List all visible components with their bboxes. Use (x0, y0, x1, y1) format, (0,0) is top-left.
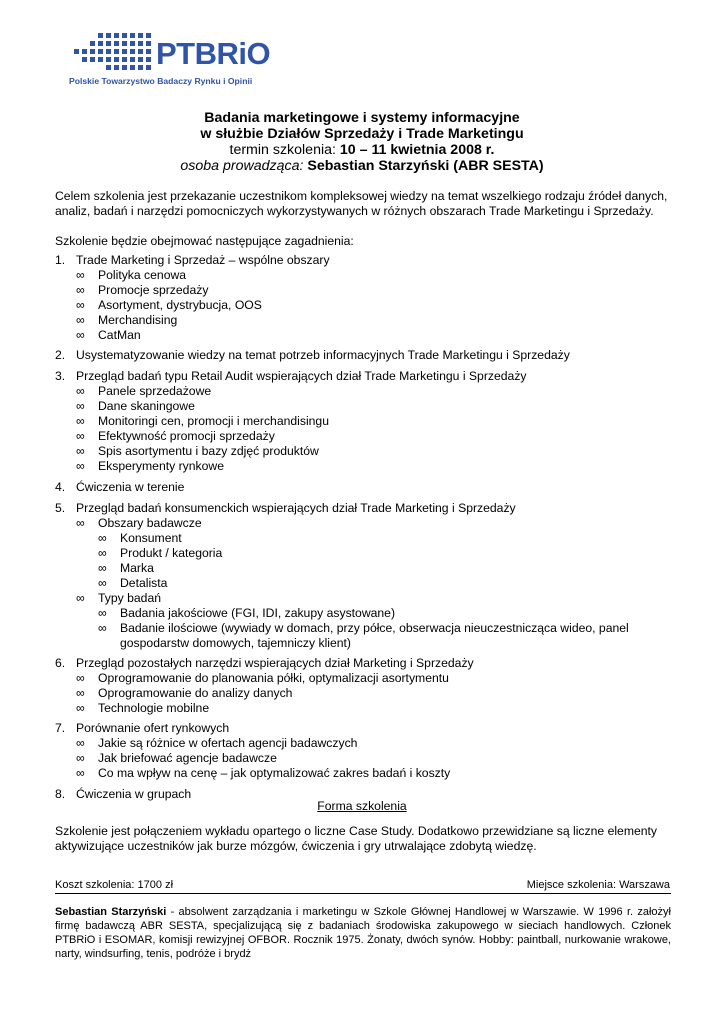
topic-item (55, 501, 675, 516)
topic-item (55, 656, 675, 671)
topics-heading: Szkolenie będzie obejmować następujące zagadnienia: (55, 234, 354, 248)
sub-sub-item-label: Badania jakościowe (FGI, IDI, zakupy asystowane) (120, 606, 396, 620)
topic-title: Trade Marketing i Sprzedaż – wspólne obszary (76, 253, 330, 267)
infinity-bullet-icon: ∞ (76, 298, 85, 312)
infinity-bullet-icon: ∞ (76, 736, 85, 750)
topic-title: Usystematyzowanie wiedzy na temat potrzeb informacyjnych Trade Marketingu i Sprzedaży (76, 348, 570, 362)
infinity-bullet-icon: ∞ (76, 459, 85, 473)
sub-item (76, 313, 177, 328)
divider (55, 893, 671, 894)
forma-heading: Forma szkolenia (317, 799, 407, 813)
infinity-bullet-icon: ∞ (76, 591, 85, 605)
sub-item-label: Panele sprzedażowe (98, 384, 212, 398)
infinity-bullet-icon: ∞ (76, 671, 85, 685)
title-line-2: w służbie Działów Sprzedaży i Trade Marketingu (200, 126, 524, 142)
topic-item (55, 348, 675, 363)
sub-item-label: Merchandising (98, 313, 178, 327)
sub-item-label: Technologie mobilne (98, 701, 210, 715)
sub-item (76, 766, 450, 781)
sub-item (76, 751, 277, 766)
sub-item-label: Asortyment, dystrybucja, OOS (98, 298, 262, 312)
infinity-bullet-icon: ∞ (76, 313, 85, 327)
topic-number: 5. (55, 501, 66, 515)
infinity-bullet-icon: ∞ (76, 328, 85, 342)
ptbrio-logo (68, 32, 271, 88)
term-value: 10 – 11 kwietnia 2008 r. (339, 142, 495, 158)
topic-number: 6. (55, 656, 66, 670)
sub-group-label: Obszary badawcze (98, 516, 202, 530)
sub-item-label: CatMan (98, 328, 141, 342)
sub-item (76, 328, 141, 343)
sub-item-label: Jak briefować agencje badawcze (98, 751, 277, 765)
topic-title: Ćwiczenia w grupach (76, 787, 192, 801)
topic-item (55, 253, 675, 268)
sub-sub-item (98, 621, 629, 636)
sub-item (76, 671, 449, 686)
infinity-bullet-icon: ∞ (98, 606, 107, 620)
infinity-bullet-icon: ∞ (76, 283, 85, 297)
topic-number: 8. (55, 787, 66, 801)
sub-item (76, 429, 275, 444)
term-line (0, 142, 724, 158)
sub-item (76, 701, 209, 716)
forma-paragraph: Szkolenie jest połączeniem wykładu opartego o liczne Case Study. Dodatkowo przewidziane są liczne elementy aktywizujące uczestników jak burze mózgów, ćwiczenia i gry utrwalające zdobytą wiedzę. (55, 824, 658, 853)
infinity-bullet-icon: ∞ (98, 621, 107, 635)
place-label: Miejsce szkolenia: Warszawa (526, 879, 670, 891)
infinity-bullet-icon: ∞ (76, 268, 85, 282)
sub-sub-item (98, 531, 182, 546)
infinity-bullet-icon: ∞ (98, 531, 107, 545)
sub-sub-item (98, 546, 222, 561)
sub-item-label: Co ma wpływ na cenę – jak optymalizować zakres badań i koszty (98, 766, 451, 780)
trainer-label: osoba prowadząca: (180, 158, 308, 174)
sub-sub-item-label: Marka (120, 561, 154, 575)
sub-item (76, 686, 292, 701)
infinity-bullet-icon: ∞ (76, 686, 85, 700)
topic-item (55, 480, 675, 495)
sub-item-label: Monitoringi cen, promocji i merchandisingu (98, 414, 329, 428)
topic-title: Porównanie ofert rynkowych (76, 721, 230, 735)
sub-item-label: Polityka cenowa (98, 268, 187, 282)
topic-number: 2. (55, 348, 66, 362)
sub-item (76, 414, 329, 429)
sub-sub-item-label: gospodarstw domowych, tajemniczy klient) (120, 636, 351, 650)
topic-number: 3. (55, 369, 66, 383)
infinity-bullet-icon: ∞ (76, 429, 85, 443)
infinity-bullet-icon: ∞ (76, 751, 85, 765)
topic-item (55, 721, 675, 736)
sub-group (76, 516, 202, 531)
sub-sub-item-label: Produkt / kategoria (120, 546, 223, 560)
sub-item (76, 298, 262, 313)
sub-item (76, 736, 357, 751)
sub-item-label: Oprogramowanie do analizy danych (98, 686, 293, 700)
infinity-bullet-icon: ∞ (76, 414, 85, 428)
infinity-bullet-icon: ∞ (76, 516, 85, 530)
sub-item-label: Efektywność promocji sprzedaży (98, 429, 275, 443)
bio-name: Sebastian Starzyński (55, 906, 167, 918)
sub-sub-item (98, 561, 154, 576)
infinity-bullet-icon: ∞ (76, 444, 85, 458)
sub-item-label: Dane skaningowe (98, 399, 195, 413)
term-label: termin szkolenia: (229, 142, 340, 158)
dot-grid-icon (68, 32, 154, 72)
infinity-bullet-icon: ∞ (76, 399, 85, 413)
sub-item (76, 444, 319, 459)
sub-item (76, 384, 211, 399)
topic-title: Przegląd badań konsumenckich wspierających dział Trade Marketing i Sprzedaży (76, 501, 516, 515)
infinity-bullet-icon: ∞ (76, 766, 85, 780)
logo-subtitle: Polskie Towarzystwo Badaczy Rynku i Opinii (69, 76, 253, 86)
topic-number: 1. (55, 253, 66, 267)
sub-item-label: Spis asortymentu i bazy zdjęć produktów (98, 444, 319, 458)
sub-sub-item-continuation (98, 636, 351, 651)
topic-number: 7. (55, 721, 66, 735)
sub-item-label: Eksperymenty rynkowe (98, 459, 224, 473)
logo-wordmark: PTBRiO (156, 36, 271, 71)
sub-group-label: Typy badań (98, 591, 162, 605)
topic-number: 4. (55, 480, 66, 494)
sub-sub-item-label: Konsument (120, 531, 182, 545)
sub-item (76, 268, 186, 283)
sub-item-label: Promocje sprzedaży (98, 283, 209, 297)
infinity-bullet-icon: ∞ (98, 546, 107, 560)
document-title (0, 110, 724, 174)
trainer-value: Sebastian Starzyński (ABR SESTA) (307, 158, 544, 174)
cost-label: Koszt szkolenia: 1700 zł (55, 879, 174, 891)
trainer-line (0, 158, 724, 174)
title-line-1: Badania marketingowe i systemy informacyjne (204, 110, 520, 126)
sub-item (76, 283, 208, 298)
sub-item-label: Oprogramowanie do planowania półki, optymalizacji asortymentu (98, 671, 449, 685)
sub-sub-item (98, 576, 167, 591)
topic-title: Przegląd badań typu Retail Audit wspierających dział Trade Marketingu i Sprzedaży (76, 369, 527, 383)
trainer-bio (55, 905, 671, 961)
infinity-bullet-icon: ∞ (76, 384, 85, 398)
sub-item-label: Jakie są różnice w ofertach agencji badawczych (98, 736, 358, 750)
sub-sub-item-label: Detalista (120, 576, 168, 590)
sub-sub-item (98, 606, 395, 621)
sub-sub-item-label: Badanie ilościowe (wywiady w domach, przy półce, obserwacja nieuczestnicząca wideo, panel (120, 621, 629, 635)
sub-item (76, 399, 195, 414)
topic-title: Przegląd pozostałych narzędzi wspierających dział Marketing i Sprzedaży (76, 656, 474, 670)
intro-paragraph: Celem szkolenia jest przekazanie uczestnikom kompleksowej wiedzy na temat wszelkiego rodzaju źródeł danych, analiz, badań i narzędzi pomocniczych wykorzystywanych w różnych obszarach Trade Marketingu i Sprzedaży. (55, 189, 668, 218)
sub-item (76, 459, 224, 474)
sub-group (76, 591, 161, 606)
infinity-bullet-icon: ∞ (98, 576, 107, 590)
infinity-bullet-icon: ∞ (98, 561, 107, 575)
topic-item (55, 369, 675, 384)
bio-text: - absolwent zarządzania i marketingu w Szkole Głównej Handlowej w Warszawie. W 1996 r. założył firmę badawczą ABR SESTA, specjalizującą się z badaniach środowiska zakupowego w sieciach handlowych. Członek PTBRiO i ESOMAR, komisji rewizyjnej OFBOR. Rocznik 1975. Żonaty, dwóch synów. Hobby: paintball, nurkowanie wrakowe, narty, windsurfing, tenis, podróże i brydż (55, 906, 671, 960)
topic-title: Ćwiczenia w terenie (76, 480, 185, 494)
infinity-bullet-icon: ∞ (76, 701, 85, 715)
